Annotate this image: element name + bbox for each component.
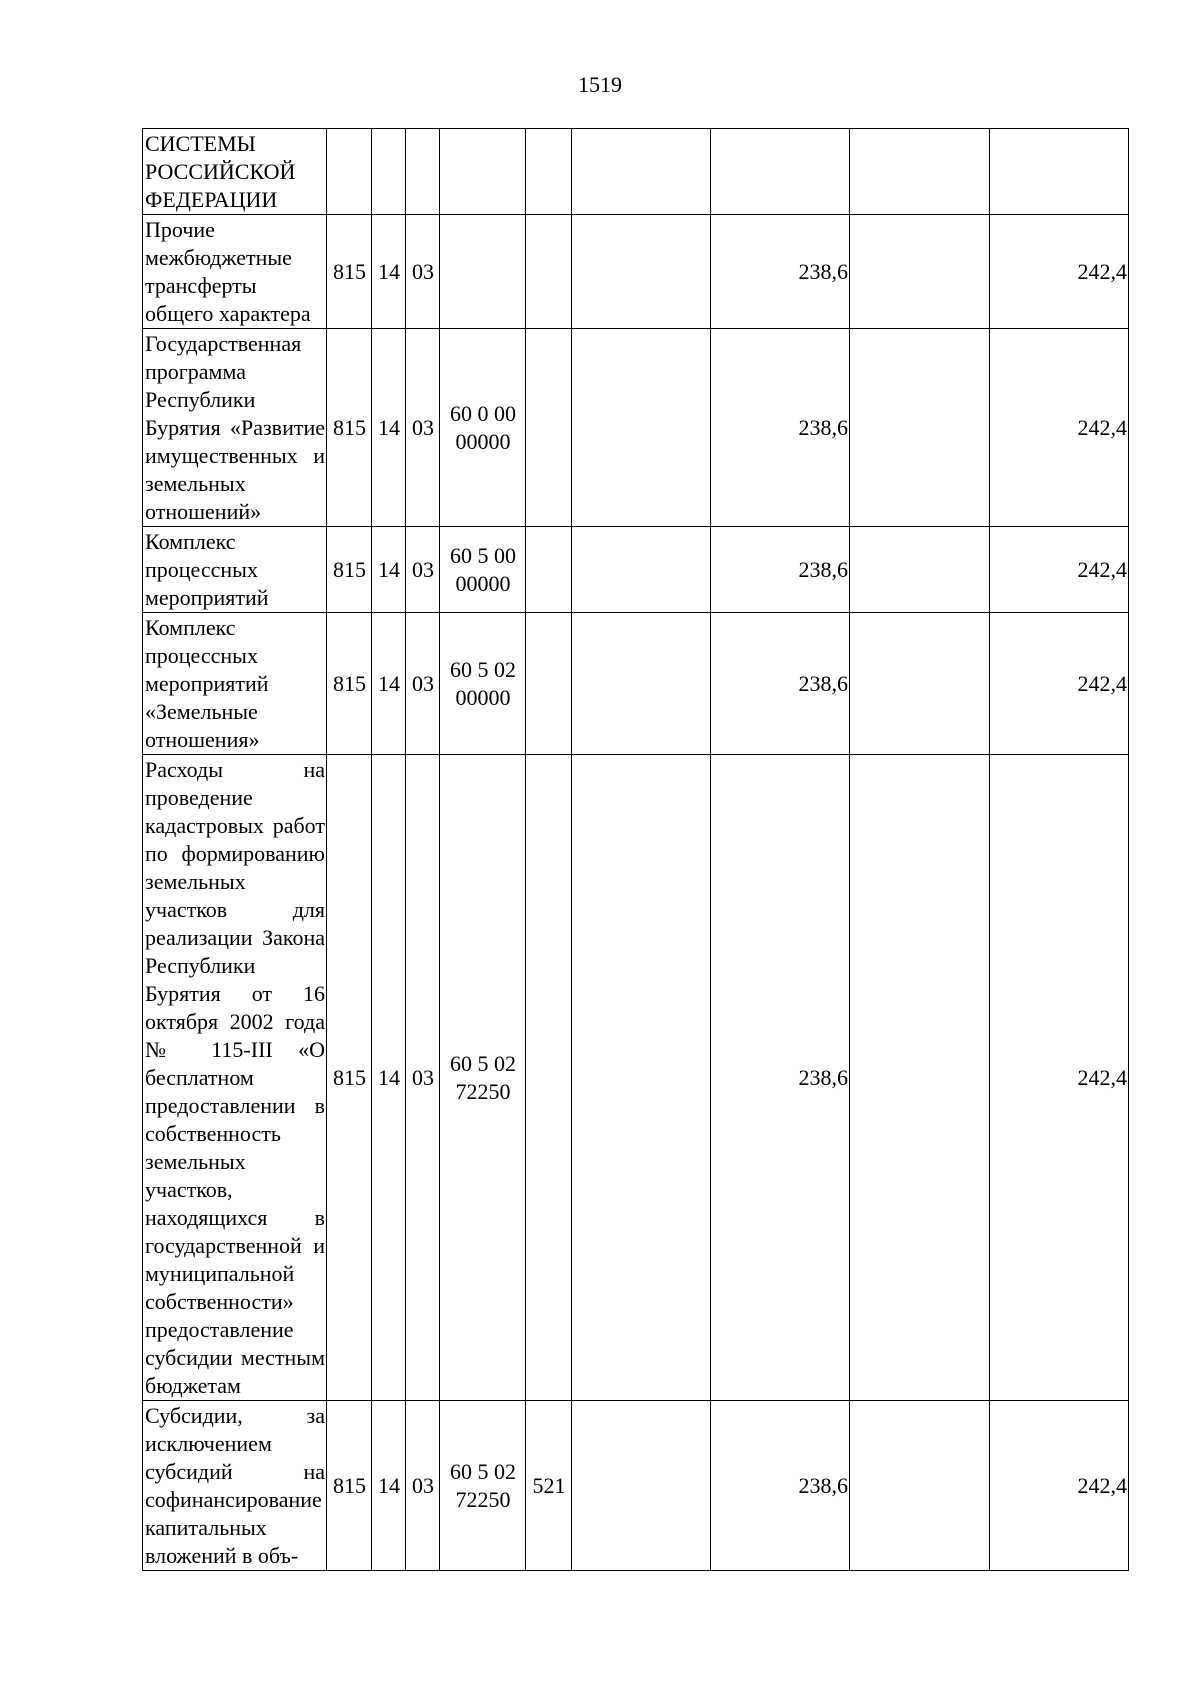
subsection-code-cell: 03 bbox=[406, 527, 440, 613]
expense-type-cell bbox=[526, 129, 572, 215]
table-row bbox=[143, 527, 1129, 613]
row-name-cell: СИСТЕМЫ РОССИЙСКОЙ ФЕДЕРАЦИИ bbox=[143, 129, 327, 215]
table-row bbox=[143, 1401, 1129, 1571]
empty-cell bbox=[572, 129, 711, 215]
target-code-cell: 60 5 02 72250 bbox=[440, 755, 526, 1401]
expense-type-cell bbox=[526, 613, 572, 755]
section-code-cell: 14 bbox=[372, 755, 406, 1401]
section-code-cell: 14 bbox=[372, 1401, 406, 1571]
empty-cell bbox=[572, 527, 711, 613]
empty-cell bbox=[850, 215, 990, 329]
amount-year-2-cell: 242,4 bbox=[990, 215, 1129, 329]
section-code-cell: 14 bbox=[372, 329, 406, 527]
amount-year-1-cell: 238,6 bbox=[711, 613, 850, 755]
empty-cell bbox=[850, 129, 990, 215]
expense-type-cell bbox=[526, 527, 572, 613]
amount-year-2-cell bbox=[990, 129, 1129, 215]
table-row bbox=[143, 329, 1129, 527]
subsection-code-cell bbox=[406, 129, 440, 215]
empty-cell bbox=[850, 613, 990, 755]
subsection-code-cell: 03 bbox=[406, 215, 440, 329]
amount-year-2-cell: 242,4 bbox=[990, 329, 1129, 527]
empty-cell bbox=[572, 613, 711, 755]
section-code-cell: 14 bbox=[372, 215, 406, 329]
amount-year-2-cell: 242,4 bbox=[990, 527, 1129, 613]
subsection-code-cell: 03 bbox=[406, 755, 440, 1401]
empty-cell bbox=[850, 527, 990, 613]
target-code-cell bbox=[440, 129, 526, 215]
amount-year-2-cell: 242,4 bbox=[990, 613, 1129, 755]
empty-cell bbox=[572, 215, 711, 329]
amount-year-1-cell: 238,6 bbox=[711, 215, 850, 329]
amount-year-2-cell: 242,4 bbox=[990, 1401, 1129, 1571]
empty-cell bbox=[572, 329, 711, 527]
ministry-code-cell bbox=[327, 129, 372, 215]
section-code-cell: 14 bbox=[372, 613, 406, 755]
expense-type-cell bbox=[526, 329, 572, 527]
target-code-cell: 60 0 00 00000 bbox=[440, 329, 526, 527]
ministry-code-cell: 815 bbox=[327, 755, 372, 1401]
expense-type-cell bbox=[526, 755, 572, 1401]
target-code-cell: 60 5 02 72250 bbox=[440, 1401, 526, 1571]
subsection-code-cell: 03 bbox=[406, 1401, 440, 1571]
empty-cell bbox=[850, 329, 990, 527]
table-row bbox=[143, 129, 1129, 215]
expense-type-cell bbox=[526, 215, 572, 329]
amount-year-1-cell: 238,6 bbox=[711, 1401, 850, 1571]
amount-year-1-cell: 238,6 bbox=[711, 329, 850, 527]
expense-type-cell: 521 bbox=[526, 1401, 572, 1571]
page-number: 1519 bbox=[578, 72, 622, 97]
ministry-code-cell: 815 bbox=[327, 527, 372, 613]
subsection-code-cell: 03 bbox=[406, 329, 440, 527]
target-code-cell bbox=[440, 215, 526, 329]
row-name-cell: Государственная программа Республики Бурятия «Развитие имущественных и земельных отношений» bbox=[143, 329, 327, 527]
ministry-code-cell: 815 bbox=[327, 613, 372, 755]
row-name-cell: Комплекс процессных мероприятий bbox=[143, 527, 327, 613]
budget-table bbox=[142, 128, 1129, 1571]
empty-cell bbox=[572, 755, 711, 1401]
amount-year-2-cell: 242,4 bbox=[990, 755, 1129, 1401]
table-row bbox=[143, 215, 1129, 329]
ministry-code-cell: 815 bbox=[327, 215, 372, 329]
row-name-cell: Прочие межбюджетные трансферты общего характера bbox=[143, 215, 327, 329]
row-name-cell: Комплекс процессных мероприятий «Земельные отношения» bbox=[143, 613, 327, 755]
row-name-cell: Субсидии, за исключением субсидий на софинансирование капитальных вложений в объ- bbox=[143, 1401, 327, 1571]
table-row bbox=[143, 613, 1129, 755]
empty-cell bbox=[850, 1401, 990, 1571]
subsection-code-cell: 03 bbox=[406, 613, 440, 755]
empty-cell bbox=[850, 755, 990, 1401]
amount-year-1-cell: 238,6 bbox=[711, 755, 850, 1401]
empty-cell bbox=[572, 1401, 711, 1571]
target-code-cell: 60 5 00 00000 bbox=[440, 527, 526, 613]
amount-year-1-cell bbox=[711, 129, 850, 215]
amount-year-1-cell: 238,6 bbox=[711, 527, 850, 613]
section-code-cell: 14 bbox=[372, 527, 406, 613]
row-name-cell: Расходы на проведение кадастровых работ по формированию земельных участков для реализации Закона Республики Бурятия от 16 октября 2002 года № 115-III «О бесплатном предоставлении в собственность земельных участков, находящихся в государственной и муниципальной собственности» предоставление субсидии местным бюджетам bbox=[143, 755, 327, 1401]
ministry-code-cell: 815 bbox=[327, 329, 372, 527]
table-row bbox=[143, 755, 1129, 1401]
target-code-cell: 60 5 02 00000 bbox=[440, 613, 526, 755]
section-code-cell bbox=[372, 129, 406, 215]
ministry-code-cell: 815 bbox=[327, 1401, 372, 1571]
